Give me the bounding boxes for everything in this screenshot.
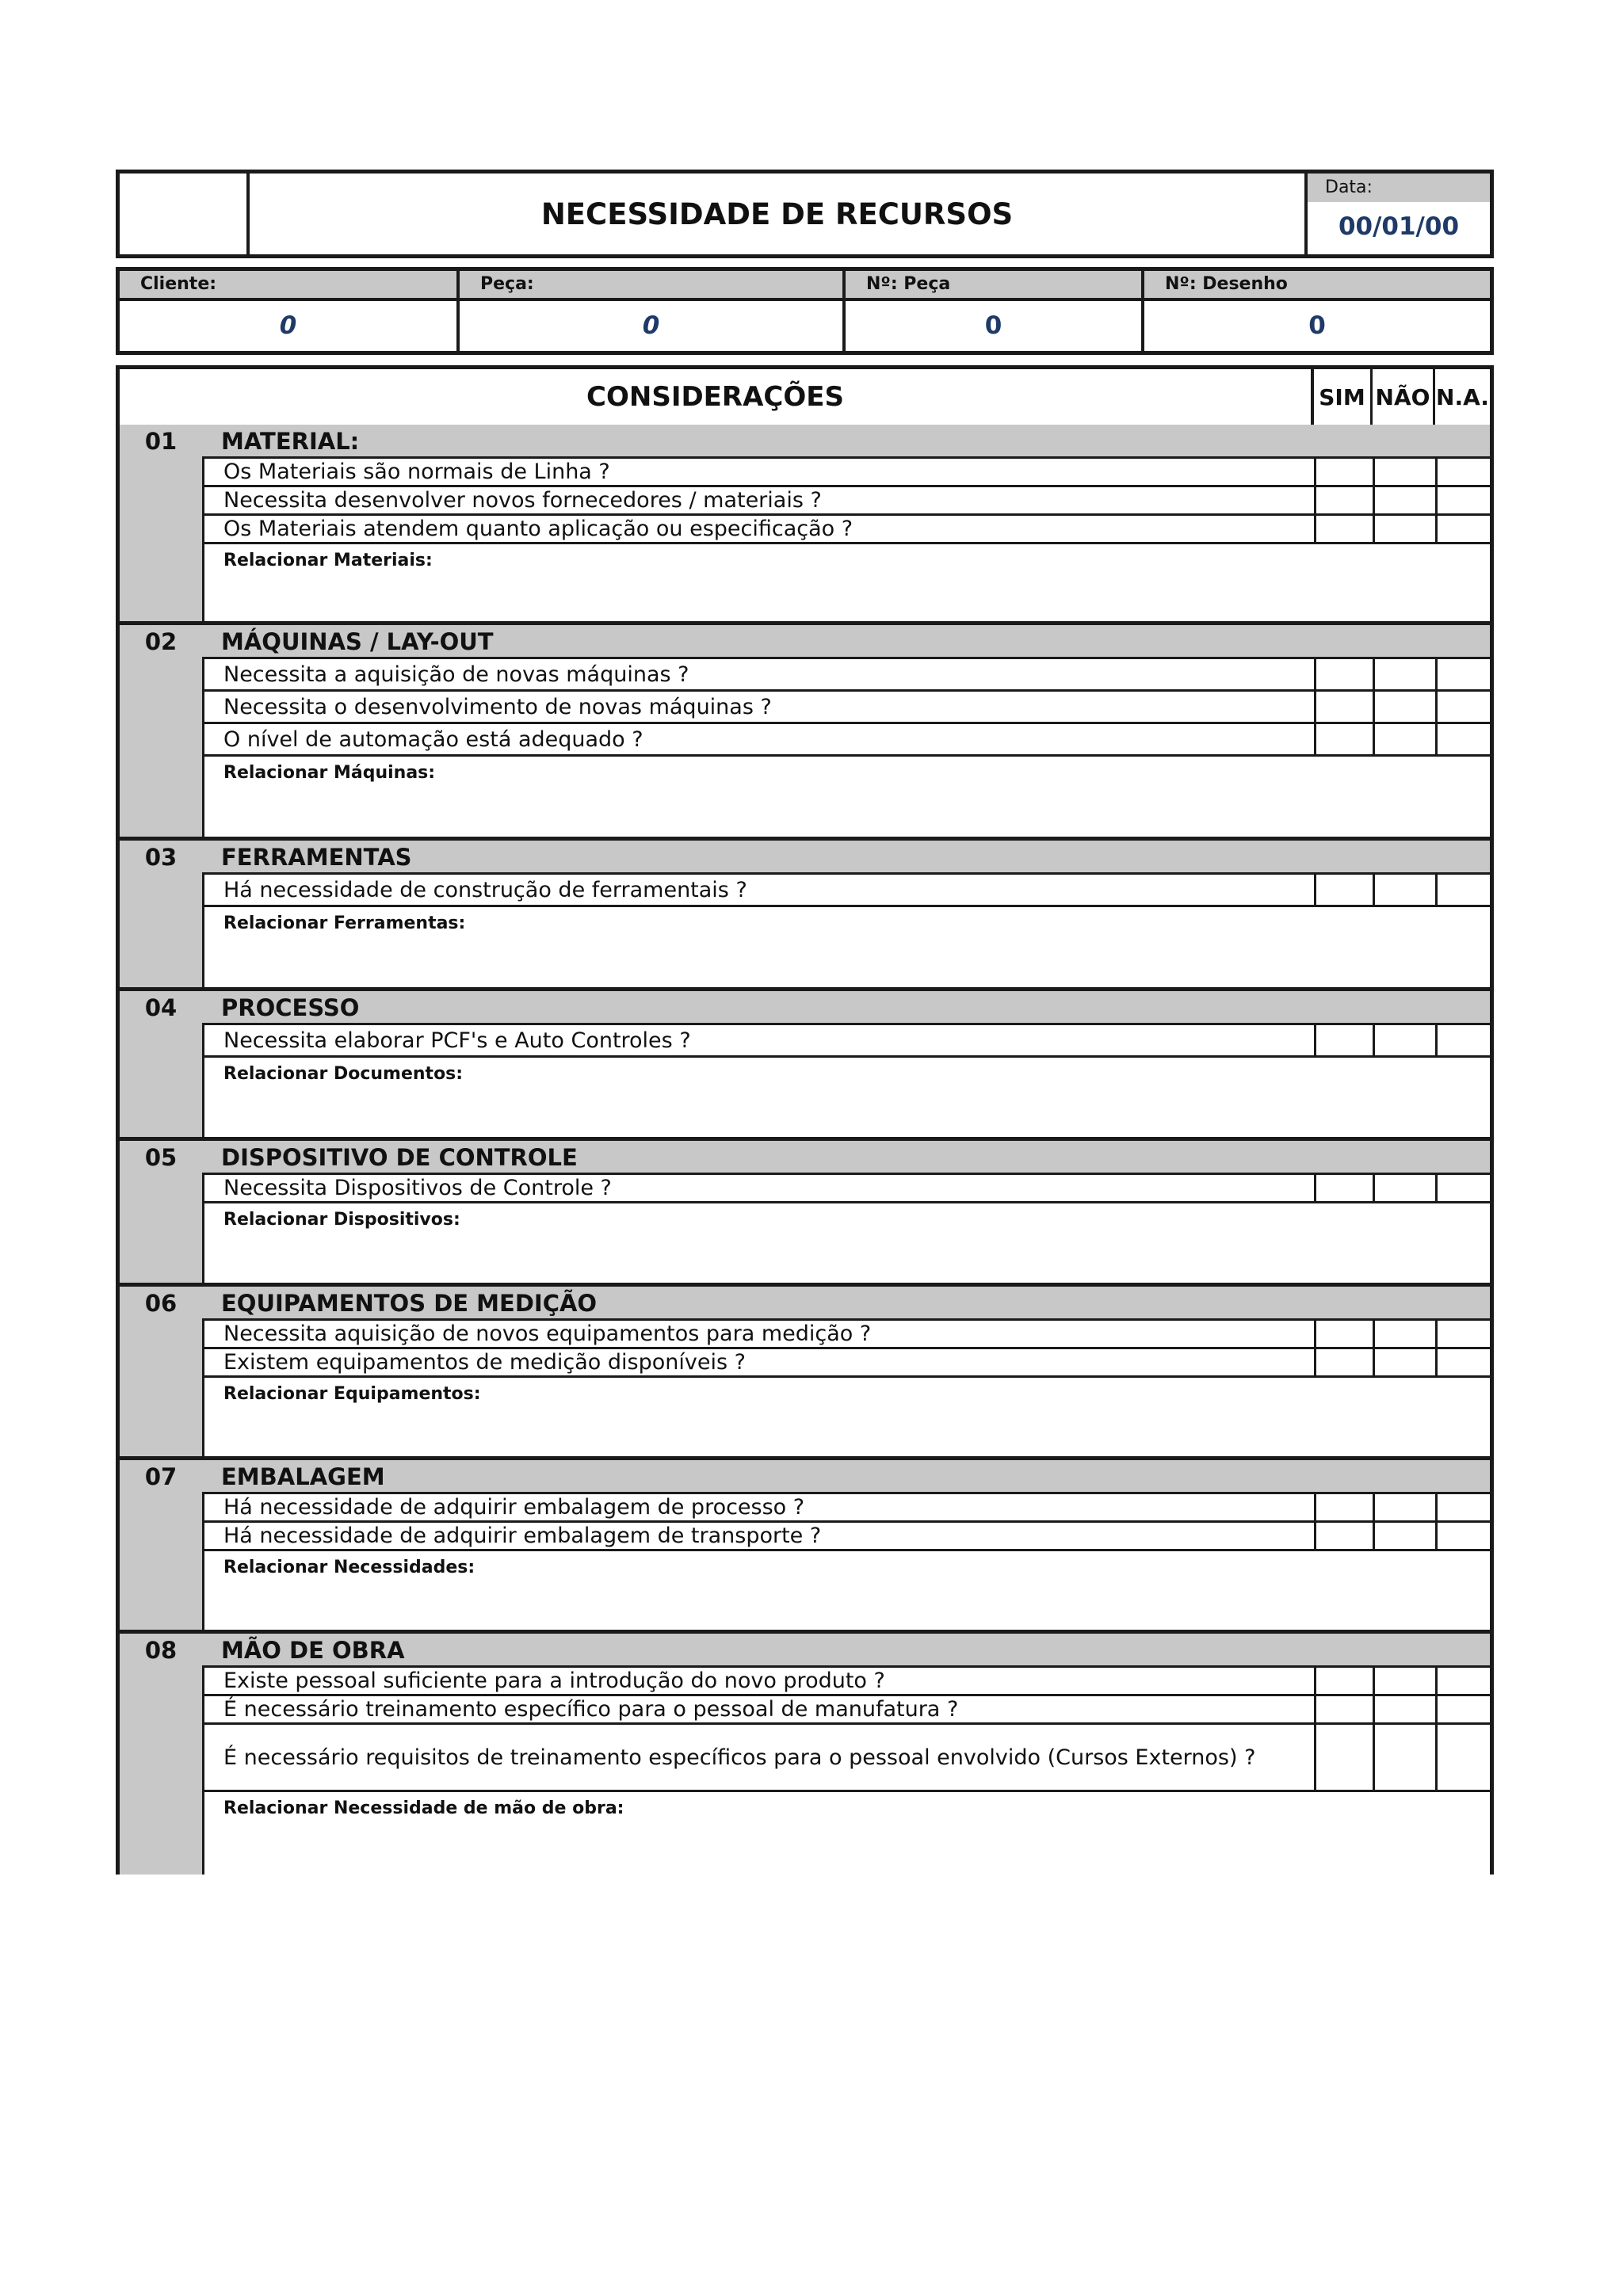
section-number: 05 (144, 1144, 178, 1171)
section-body (202, 657, 1490, 837)
sim-checkbox[interactable] (1314, 1321, 1373, 1347)
peca-field[interactable]: 0 (642, 311, 660, 340)
na-checkbox[interactable] (1435, 1668, 1492, 1694)
col-nao: NÃO (1373, 369, 1435, 425)
nao-checkbox[interactable] (1373, 1321, 1435, 1347)
na-checkbox[interactable] (1435, 1321, 1492, 1347)
num-desenho-field[interactable]: 0 (1308, 311, 1326, 340)
section-body (202, 1023, 1490, 1137)
section-body (202, 456, 1490, 621)
info-row (116, 267, 1494, 355)
question-row (204, 1668, 1490, 1696)
cliente-cell (120, 271, 460, 351)
section-number: 03 (144, 844, 178, 871)
nao-checkbox[interactable] (1373, 1494, 1435, 1520)
question-row (204, 692, 1490, 724)
num-desenho-cell (1144, 271, 1490, 351)
relate-label: Relacionar Equipamentos: (223, 1384, 481, 1404)
na-checkbox[interactable] (1435, 692, 1492, 722)
sim-checkbox[interactable] (1314, 1175, 1373, 1201)
question-text: Existe pessoal suficiente para a introdução do novo produto ? (223, 1669, 885, 1693)
question-row (204, 1696, 1490, 1725)
question-text: É necessário requisitos de treinamento específicos para o pessoal envolvido (Cursos Externos) ? (223, 1745, 1256, 1770)
question-row (204, 1725, 1490, 1792)
col-na: N.A. (1436, 383, 1489, 410)
na-checkbox[interactable] (1435, 1349, 1492, 1375)
num-peca-cell (846, 271, 1144, 351)
section-number: 08 (144, 1637, 178, 1664)
sim-checkbox[interactable] (1314, 516, 1373, 542)
sim-checkbox[interactable] (1314, 1349, 1373, 1375)
relate-notes-area[interactable] (204, 1235, 1490, 1283)
na-checkbox[interactable] (1435, 724, 1492, 754)
relate-label: Relacionar Documentos: (223, 1064, 464, 1084)
cliente-field[interactable]: 0 (279, 311, 297, 340)
page-title: NECESSIDADE DE RECURSOS (540, 196, 1014, 231)
na-checkbox[interactable] (1435, 487, 1492, 513)
considerations-header (120, 369, 1490, 429)
section-title: MÃO DE OBRA (221, 1637, 405, 1664)
question-text: Necessita o desenvolvimento de novas máquinas ? (223, 694, 772, 719)
relate-notes-area[interactable] (204, 576, 1490, 621)
sim-checkbox[interactable] (1314, 724, 1373, 754)
date-box (1304, 174, 1490, 254)
section-number: 07 (144, 1463, 178, 1490)
question-row (204, 487, 1490, 516)
question-row (204, 1321, 1490, 1349)
section-number: 04 (144, 994, 178, 1021)
relate-label: Relacionar Ferramentas: (223, 913, 466, 933)
num-peca-label: Nº: Peça (846, 271, 1141, 301)
section-05 (120, 1141, 1490, 1287)
nao-checkbox[interactable] (1373, 459, 1435, 485)
sim-checkbox[interactable] (1314, 1696, 1373, 1722)
nao-checkbox[interactable] (1373, 487, 1435, 513)
sim-checkbox[interactable] (1314, 1725, 1373, 1790)
na-checkbox[interactable] (1435, 516, 1492, 542)
relate-notes-area[interactable] (204, 1824, 1490, 1875)
section-title: DISPOSITIVO DE CONTROLE (221, 1144, 578, 1171)
question-row (204, 1523, 1490, 1551)
question-row (204, 875, 1490, 907)
section-06 (120, 1287, 1490, 1460)
sim-checkbox[interactable] (1314, 659, 1373, 689)
nao-checkbox[interactable] (1373, 875, 1435, 905)
nao-checkbox[interactable] (1373, 516, 1435, 542)
question-row (204, 724, 1490, 757)
section-body (202, 1173, 1490, 1283)
sim-checkbox[interactable] (1314, 459, 1373, 485)
relate-label: Relacionar Máquinas: (223, 763, 436, 783)
peca-cell (460, 271, 846, 351)
num-peca-field[interactable]: 0 (984, 311, 1002, 340)
section-title: FERRAMENTAS (221, 844, 412, 871)
question-text: Necessita elaborar PCF's e Auto Controles ? (223, 1028, 691, 1053)
na-checkbox[interactable] (1435, 1175, 1492, 1201)
question-text: Os Materiais são normais de Linha ? (223, 460, 610, 484)
sim-checkbox[interactable] (1314, 1494, 1373, 1520)
question-row (204, 1494, 1490, 1523)
peca-label: Peça: (460, 271, 842, 301)
section-title: MÁQUINAS / LAY-OUT (221, 628, 494, 655)
question-row (204, 1349, 1490, 1378)
relate-notes-area[interactable] (204, 788, 1490, 837)
section-body (202, 872, 1490, 987)
na-checkbox[interactable] (1435, 1696, 1492, 1722)
section-02 (120, 625, 1490, 841)
question-text: Necessita Dispositivos de Controle ? (223, 1176, 612, 1200)
question-text: Necessita aquisição de novos equipamentos para medição ? (223, 1322, 872, 1346)
section-number: 02 (144, 628, 178, 655)
nao-checkbox[interactable] (1373, 1175, 1435, 1201)
question-text: Necessita a aquisição de novas máquinas ? (223, 662, 689, 687)
na-checkbox[interactable] (1435, 1494, 1492, 1520)
num-desenho-label: Nº: Desenho (1144, 271, 1490, 301)
nao-checkbox[interactable] (1373, 1668, 1435, 1694)
question-text: Há necessidade de construção de ferramentais ? (223, 877, 747, 902)
question-text: Existem equipamentos de medição disponíveis ? (223, 1350, 746, 1375)
sim-checkbox[interactable] (1314, 1668, 1373, 1694)
considerations-table (116, 365, 1494, 1875)
question-text: Os Materiais atendem quanto aplicação ou especificação ? (223, 517, 854, 541)
section-body (202, 1318, 1490, 1456)
section-title: EQUIPAMENTOS DE MEDIÇÃO (221, 1290, 598, 1317)
nao-checkbox[interactable] (1373, 1696, 1435, 1722)
col-sim: SIM (1314, 369, 1373, 425)
nao-checkbox[interactable] (1373, 1523, 1435, 1549)
section-number: 01 (144, 428, 178, 455)
na-checkbox[interactable] (1435, 875, 1492, 905)
sim-checkbox[interactable] (1314, 875, 1373, 905)
section-body (202, 1492, 1490, 1630)
question-row (204, 459, 1490, 487)
question-text: Necessita desenvolver novos fornecedores / materiais ? (223, 488, 822, 513)
section-03 (120, 841, 1490, 991)
relate-notes-area[interactable] (204, 1089, 1490, 1137)
na-checkbox[interactable] (1435, 459, 1492, 485)
nao-checkbox[interactable] (1373, 1349, 1435, 1375)
relate-label: Relacionar Dispositivos: (223, 1210, 460, 1230)
nao-checkbox[interactable] (1373, 724, 1435, 754)
section-title: EMBALAGEM (221, 1463, 385, 1490)
question-row (204, 516, 1490, 544)
section-title: MATERIAL: (221, 428, 360, 455)
section-title: PROCESSO (221, 994, 360, 1021)
question-row (204, 1025, 1490, 1058)
section-08 (120, 1634, 1490, 1875)
question-text: Há necessidade de adquirir embalagem de transporte ? (223, 1524, 822, 1548)
question-text: Há necessidade de adquirir embalagem de processo ? (223, 1495, 805, 1520)
date-value[interactable]: 00/01/00 (1338, 212, 1460, 241)
section-01 (120, 425, 1490, 625)
section-07 (120, 1460, 1490, 1634)
relate-notes-area[interactable] (204, 1583, 1490, 1630)
question-row (204, 1175, 1490, 1203)
question-row (204, 659, 1490, 692)
relate-notes-area[interactable] (204, 1409, 1490, 1456)
relate-label: Relacionar Necessidades: (223, 1558, 475, 1577)
section-body (202, 1665, 1490, 1875)
relate-notes-area[interactable] (204, 939, 1490, 987)
na-checkbox[interactable] (1435, 1725, 1492, 1790)
section-04 (120, 991, 1490, 1141)
sim-checkbox[interactable] (1314, 487, 1373, 513)
question-text: O nível de automação está adequado ? (223, 727, 643, 752)
cliente-label: Cliente: (120, 271, 456, 301)
section-number: 06 (144, 1290, 178, 1317)
na-checkbox[interactable] (1435, 659, 1492, 689)
nao-checkbox[interactable] (1373, 1725, 1435, 1790)
logo-area (120, 174, 250, 254)
date-label: Data: (1308, 174, 1490, 202)
na-checkbox[interactable] (1435, 1523, 1492, 1549)
sim-checkbox[interactable] (1314, 1523, 1373, 1549)
relate-label: Relacionar Materiais: (223, 551, 433, 570)
question-text: É necessário treinamento específico para o pessoal de manufatura ? (223, 1697, 959, 1722)
nao-checkbox[interactable] (1373, 692, 1435, 722)
relate-label: Relacionar Necessidade de mão de obra: (223, 1798, 624, 1818)
sim-checkbox[interactable] (1314, 692, 1373, 722)
nao-checkbox[interactable] (1373, 659, 1435, 689)
nao-checkbox[interactable] (1373, 1025, 1435, 1055)
sim-checkbox[interactable] (1314, 1025, 1373, 1055)
form-header (116, 170, 1494, 258)
na-checkbox[interactable] (1435, 1025, 1492, 1055)
considerations-title: CONSIDERAÇÕES (120, 369, 1314, 425)
